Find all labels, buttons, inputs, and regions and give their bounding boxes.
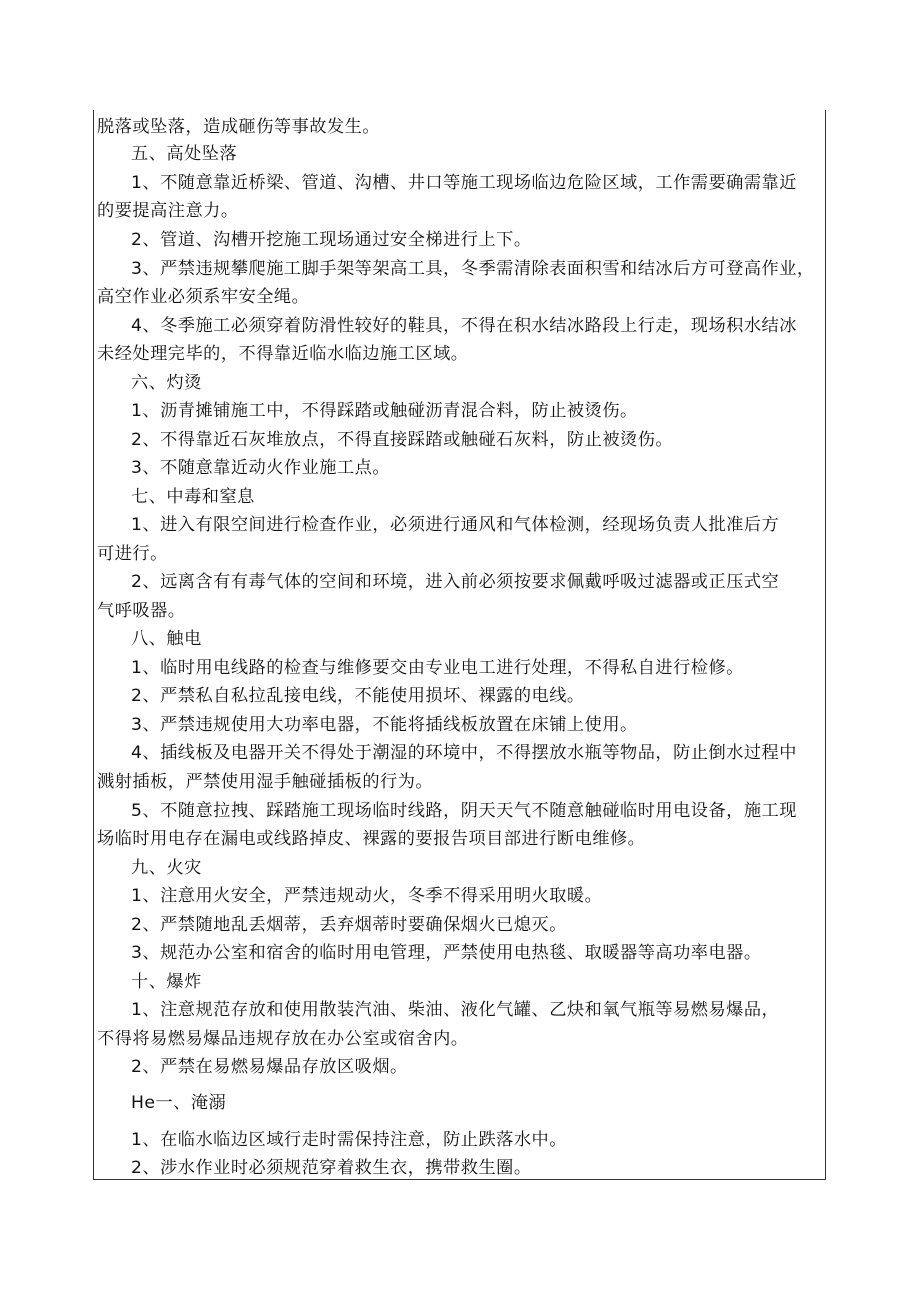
text-line: 1、进入有限空间进行检查作业，必须进行通风和气体检测，经现场负责人批准后方 [131,515,780,535]
text-line: 3、严禁违规使用大功率电器，不能将插线板放置在床铺上使用。 [131,715,638,735]
text-line: 1、不随意靠近桥梁、管道、沟槽、井口等施工现场临边危险区域，工作需要确需靠近 [131,173,797,193]
text-line: 不得将易燃易爆品违规存放在办公室或宿舍内。 [97,1029,469,1049]
text-line: 未经处理完毕的，不得靠近临水临边施工区域。 [97,344,469,364]
text-line: 3、规范办公室和宿舍的临时用电管理，严禁使用电热毯、取暖器等高功率电器。 [131,943,762,963]
text-line: 1、临时用电线路的检查与维修要交由专业电工进行处理，不得私自进行检修。 [131,658,744,678]
text-line: 1、在临水临边区域行走时需保持注意，防止跌落水中。 [131,1130,567,1150]
text-line: 3、不随意靠近动火作业施工点。 [131,458,391,478]
text-line: 3、严禁违规攀爬施工脚手架等架高工具，冬季需清除表面积雪和结冰后方可登高作业， [131,259,815,279]
text-line: 2、严禁随地乱丢烟蒂，丢弃烟蒂时要确保烟火已熄灭。 [131,915,567,935]
text-line: 2、远离含有有毒气体的空间和环境，进入前必须按要求佩戴呼吸过滤器或正压式空 [131,572,780,592]
section-heading-drowning: He一、淹溺 [131,1093,227,1113]
section-heading-fire: 九、火灾 [131,858,202,878]
section-heading-electric-shock: 八、触电 [131,629,202,649]
text-line: 高空作业必须系牢安全绳。 [97,287,310,307]
text-line: 2、严禁私自私拉乱接电线，不能使用损坏、裸露的电线。 [131,686,585,706]
section-heading-fall: 五、高处坠落 [131,144,238,164]
text-line: 2、涉水作业时必须规范穿着救生衣，携带救生圈。 [131,1158,532,1178]
section-heading-burn: 六、灼烫 [131,373,202,393]
text-line: 1、注意规范存放和使用散装汽油、柴油、液化气罐、乙炔和氧气瓶等易燃易爆品， [131,1000,780,1020]
text-line: 2、严禁在易燃易爆品存放区吸烟。 [131,1057,408,1077]
text-line: 可进行。 [97,544,168,564]
text-line: 气呼吸器。 [97,601,186,621]
text-line: 1、注意用火安全，严禁违规动火，冬季不得采用明火取暖。 [131,886,603,906]
section-heading-explosion: 十、爆炸 [131,972,202,992]
section-heading-poisoning: 七、中毒和窒息 [131,487,255,507]
text-line: 脱落或坠落，造成砸伤等事故发生。 [97,117,381,137]
text-line: 溅射插板，严禁使用湿手触碰插板的行为。 [97,772,434,792]
text-line: 2、管道、沟槽开挖施工现场通过安全梯进行上下。 [131,230,532,250]
text-line: 场临时用电存在漏电或线路掉皮、裸露的要报告项目部进行断电维修。 [97,829,646,849]
text-line: 4、冬季施工必须穿着防滑性较好的鞋具，不得在积水结冰路段上行走，现场积水结冰 [131,316,797,336]
text-line: 1、沥青摊铺施工中，不得踩踏或触碰沥青混合料，防止被烫伤。 [131,401,638,421]
text-line: 的要提高注意力。 [97,201,239,221]
text-line: 2、不得靠近石灰堆放点，不得直接踩踏或触碰石灰料，防止被烫伤。 [131,430,674,450]
text-line: 4、插线板及电器开关不得处于潮湿的环境中，不得摆放水瓶等物品，防止倒水过程中 [131,743,797,763]
text-line: 5、不随意拉拽、踩踏施工现场临时线路，阴天天气不随意触碰临时用电设备，施工现 [131,801,797,821]
